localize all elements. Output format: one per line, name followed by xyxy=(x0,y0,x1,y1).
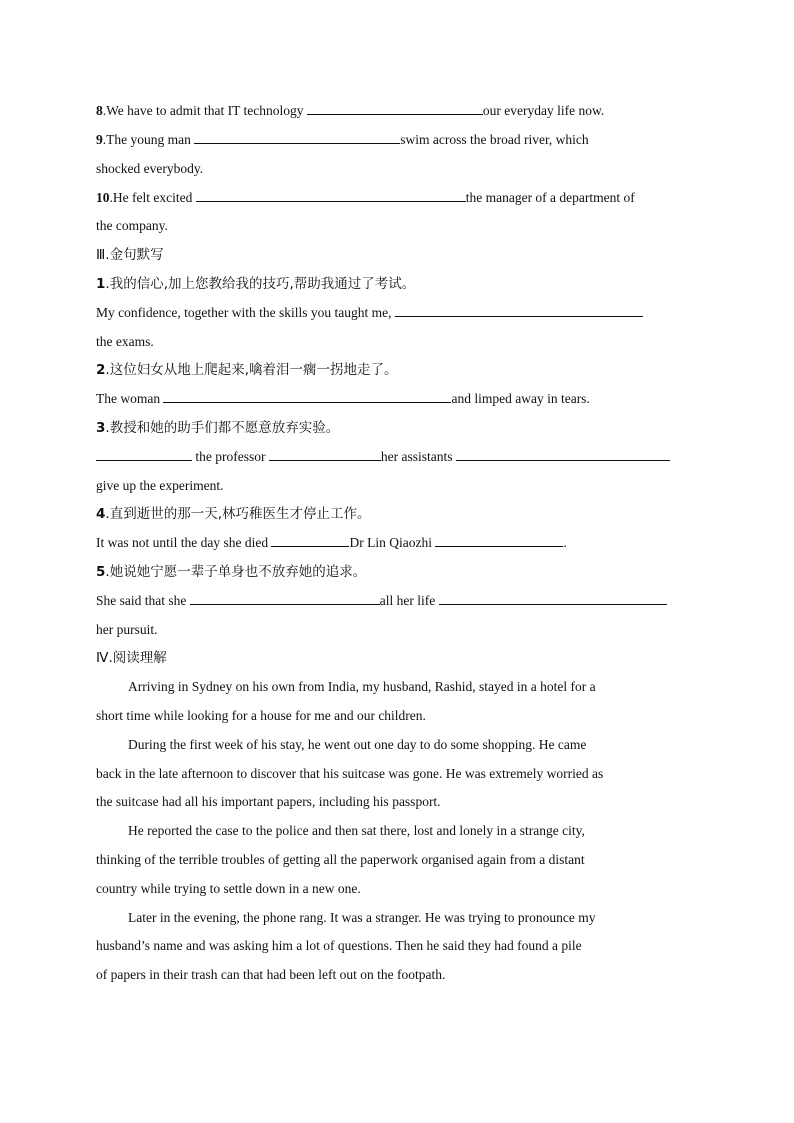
english-text-continued: the exams. xyxy=(96,334,154,349)
sentence-5-chinese xyxy=(96,563,366,581)
answer-blank[interactable] xyxy=(439,592,667,605)
sentence-5-english-continued xyxy=(96,621,158,639)
english-text: She said that she xyxy=(96,593,190,608)
answer-blank[interactable] xyxy=(163,390,451,403)
sentence-1-english xyxy=(96,304,643,322)
english-text: My confidence, together with the skills you taught me, xyxy=(96,305,395,320)
reading-line: country while trying to settle down in a new one. xyxy=(96,881,361,896)
reading-line: thinking of the terrible troubles of getting all the paperwork organised again from a distant xyxy=(96,852,585,867)
reading-line: back in the late afternoon to discover that his suitcase was gone. He was extremely worried as xyxy=(96,766,604,781)
chinese-text: .直到逝世的那一天,林巧稚医生才停止工作。 xyxy=(105,506,371,522)
answer-blank[interactable] xyxy=(196,189,466,202)
sentence-2-english xyxy=(96,390,590,408)
question-10-continued xyxy=(96,217,168,235)
reading-line: He reported the case to the police and then sat there, lost and lonely in a strange city, xyxy=(128,823,585,838)
reading-line: Arriving in Sydney on his own from India, my husband, Rashid, stayed in a hotel for a xyxy=(128,679,596,694)
question-number: 8 xyxy=(96,103,103,118)
chinese-text: .这位妇女从地上爬起来,噙着泪一瘸一拐地走了。 xyxy=(105,362,398,378)
sentence-number: 2 xyxy=(96,362,106,378)
sentence-1-english-continued xyxy=(96,333,154,351)
chinese-text: .教授和她的助手们都不愿意放弃实验。 xyxy=(105,420,340,436)
question-text: .The young man xyxy=(102,132,195,147)
answer-blank[interactable] xyxy=(96,448,192,461)
english-text: Dr Lin Qiaozhi xyxy=(349,535,436,550)
answer-blank[interactable] xyxy=(269,448,381,461)
section-3-title: Ⅲ.金句默写 xyxy=(96,247,164,263)
english-text: It was not until the day she died xyxy=(96,535,272,550)
sentence-4-chinese xyxy=(96,505,371,523)
sentence-2-chinese xyxy=(96,361,398,379)
sentence-3-chinese xyxy=(96,419,339,437)
answer-blank[interactable] xyxy=(190,592,380,605)
question-text-after: the manager of a department of xyxy=(465,190,635,205)
question-text-after: swim across the broad river, which xyxy=(400,132,589,147)
question-text-continued: the company. xyxy=(96,218,168,233)
reading-line: of papers in their trash can that had been left out on the footpath. xyxy=(96,967,446,982)
reading-line: Later in the evening, the phone rang. It was a stranger. He was trying to pronounce my xyxy=(128,910,596,925)
reading-line: During the first week of his stay, he went out one day to do some shopping. He came xyxy=(128,737,587,752)
sentence-number: 1 xyxy=(96,276,106,292)
sentence-number: 4 xyxy=(96,506,106,522)
english-text-continued: give up the experiment. xyxy=(96,478,224,493)
answer-blank[interactable] xyxy=(194,131,400,144)
english-text-after: and limped away in tears. xyxy=(451,391,590,406)
question-8 xyxy=(96,102,604,120)
section-4-title: Ⅳ.阅读理解 xyxy=(96,650,167,666)
chinese-text: .她说她宁愿一辈子单身也不放弃她的追求。 xyxy=(105,564,367,580)
reading-line: husband’s name and was asking him a lot of questions. Then he said they had found a pile xyxy=(96,938,582,953)
question-text-continued: shocked everybody. xyxy=(96,161,204,176)
sentence-3-english xyxy=(96,448,670,466)
sentence-number: 5 xyxy=(96,564,106,580)
punctuation: . xyxy=(563,535,567,550)
english-text: her assistants xyxy=(380,449,456,464)
reading-line: short time while looking for a house for me and our children. xyxy=(96,708,426,723)
question-9-continued xyxy=(96,160,203,178)
question-text: .We have to admit that IT technology xyxy=(102,103,307,118)
sentence-3-english-continued xyxy=(96,477,223,495)
answer-blank[interactable] xyxy=(271,534,349,547)
question-text: .He felt excited xyxy=(109,190,196,205)
english-text-continued: her pursuit. xyxy=(96,622,158,637)
answer-blank[interactable] xyxy=(307,102,483,115)
question-number: 10 xyxy=(96,190,110,205)
question-10 xyxy=(96,189,635,207)
sentence-4-english xyxy=(96,534,567,552)
question-number: 9 xyxy=(96,132,103,147)
reading-line: the suitcase had all his important papers, including his passport. xyxy=(96,794,441,809)
sentence-5-english xyxy=(96,592,667,610)
question-text-after: our everyday life now. xyxy=(482,103,605,118)
english-text: The woman xyxy=(96,391,164,406)
sentence-1-chinese xyxy=(96,275,415,293)
question-9 xyxy=(96,131,589,149)
answer-blank[interactable] xyxy=(395,304,643,317)
answer-blank[interactable] xyxy=(456,448,670,461)
sentence-number: 3 xyxy=(96,420,106,436)
chinese-text: .我的信心,加上您教给我的技巧,帮助我通过了考试。 xyxy=(105,276,416,292)
english-text: all her life xyxy=(379,593,439,608)
answer-blank[interactable] xyxy=(435,534,563,547)
english-text: the professor xyxy=(192,449,269,464)
